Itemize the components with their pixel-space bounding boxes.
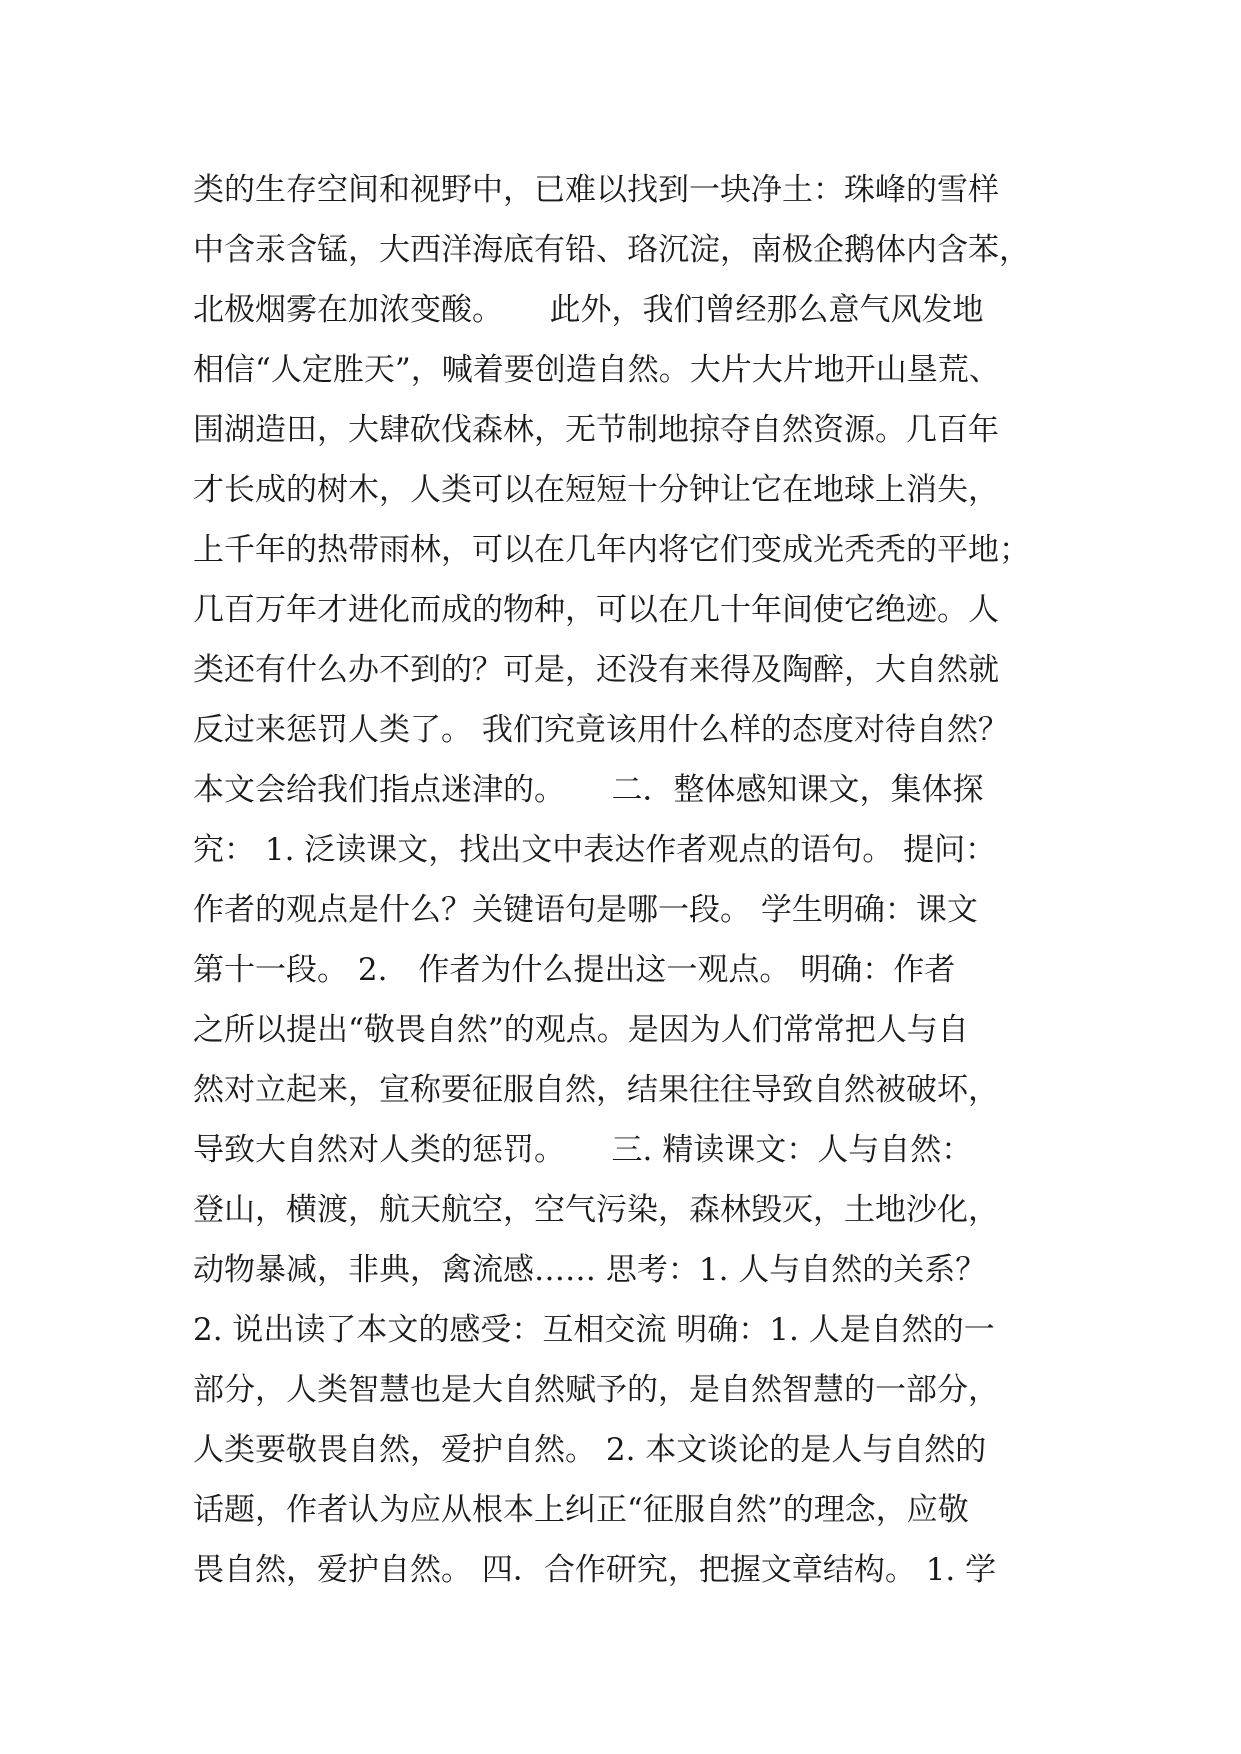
text-line: 作者的观点是什么？关键语句是哪一段。 学生明确：课文: [193, 892, 978, 928]
text-line: 导致大自然对人类的惩罚。 三. 精读课文：人与自然：: [193, 1132, 973, 1168]
text-line: 上千年的热带雨林，可以在几年内将它们变成光秃秃的平地；: [193, 532, 1030, 568]
text-line: 类还有什么办不到的？可是，还没有来得及陶醉，大自然就: [193, 652, 999, 688]
text-line: 2. 说出读了本文的感受：互相交流 明确：1. 人是自然的一: [193, 1312, 995, 1348]
text-line: 然对立起来，宣称要征服自然，结果往往导致自然被破坏，: [193, 1072, 999, 1108]
text-line: 之所以提出“敬畏自然”的观点。是因为人们常常把人与自: [193, 1012, 969, 1048]
text-line: 北极烟雾在加浓变酸。 此外，我们曾经那么意气风发地: [193, 292, 984, 328]
text-line: 第十一段。 2. 作者为什么提出这一观点。 明确：作者: [193, 952, 956, 988]
text-line: 畏自然，爱护自然。 四．合作研究，把握文章结构。 1. 学: [193, 1552, 997, 1588]
text-line: 几百万年才进化而成的物种，可以在几十年间使它绝迹。人: [193, 592, 999, 628]
text-line: 人类要敬畏自然，爱护自然。 2. 本文谈论的是人与自然的: [193, 1432, 987, 1468]
body-text: [193, 160, 1073, 1600]
text-line: 才长成的树木，人类可以在短短十分钟让它在地球上消失，: [193, 472, 999, 508]
text-line: 究： 1. 泛读课文，找出文中表达作者观点的语句。 提问：: [193, 832, 997, 868]
text-line: 类的生存空间和视野中，已难以找到一块净土：珠峰的雪样: [193, 172, 999, 208]
text-line: 动物暴减，非典，禽流感…… 思考：1. 人与自然的关系？: [193, 1252, 987, 1288]
text-line: 相信“人定胜天”，喊着要创造自然。大片大片地开山垦荒、: [193, 352, 1000, 388]
text-line: 部分，人类智慧也是大自然赋予的，是自然智慧的一部分，: [193, 1372, 999, 1408]
text-line: 围湖造田，大肆砍伐森林，无节制地掠夺自然资源。几百年: [193, 412, 999, 448]
text-line: 本文会给我们指点迷津的。 二．整体感知课文，集体探: [193, 772, 984, 808]
text-line: 话题，作者认为应从根本上纠正“征服自然”的理念，应敬: [193, 1492, 969, 1528]
text-line: 中含汞含锰，大西洋海底有铅、珞沉淀，南极企鹅体内含苯，: [193, 232, 1030, 268]
text-line: 反过来惩罚人类了。 我们究竟该用什么样的态度对待自然？: [193, 712, 1009, 748]
text-line: 登山，横渡，航天航空，空气污染，森林毁灭，土地沙化，: [193, 1192, 999, 1228]
